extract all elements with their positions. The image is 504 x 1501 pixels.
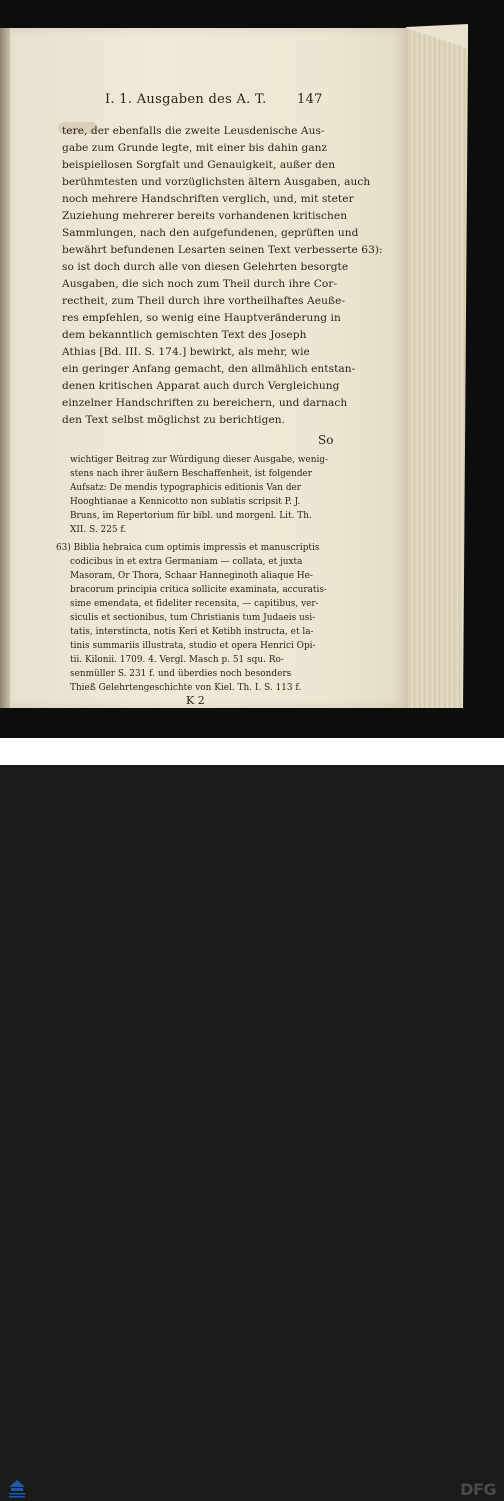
body-line: rectheit, zum Theil durch ihre vortheilhaftes Aeuße-	[62, 295, 346, 307]
footnote-line: sime emendata, et fideliter recensita, — capitibus, ver-	[70, 599, 319, 609]
body-line: beispiellosen Sorgfalt und Genauigkeit, außer den	[62, 159, 336, 171]
body-line: Athias [Bd. III. S. 174.] bewirkt, als mehr, wie	[62, 346, 310, 358]
body-line: gabe zum Grunde legte, mit einer bis dahin ganz	[62, 142, 328, 154]
footnote-line: XII. S. 225 f.	[70, 525, 127, 535]
footnote-line: tinis summariis illustrata, studio et opera Henrici Opi-	[70, 641, 316, 651]
footnote-line: Aufsatz: De mendis typographicis editionis Van der	[70, 483, 302, 493]
footnote-line: Bruns, im Repertorium für bibl. und morgenl. Lit. Th.	[70, 511, 312, 521]
body-line: den Text selbst möglichst zu berichtigen.	[62, 414, 286, 426]
footnote-line: Thieß Gelehrtengeschichte von Kiel. Th. I. S. 113 f.	[70, 683, 302, 693]
book-page	[10, 28, 408, 708]
library-logo-icon	[4, 1478, 30, 1501]
body-line: tere, der ebenfalls die zweite Leusdenische Aus-	[62, 125, 325, 137]
body-line: denen kritischen Apparat auch durch Vergleichung	[62, 380, 340, 392]
dfg-logo: DFG	[460, 1480, 496, 1499]
body-line: dem bekanntlich gemischten Text des Joseph	[62, 329, 307, 341]
footnote-line: stens nach ihrer äußern Beschaffenheit, ist folgender	[70, 469, 313, 479]
footnote-line: codicibus in et extra Germaniam — collata, et juxta	[70, 557, 303, 567]
book-scan	[0, 0, 504, 738]
footnote-line: bracorum principia critica sollicite examinata, accuratis-	[70, 585, 327, 595]
footnote-line: siculis et sectionibus, tum Christianis tum Judaeis usi-	[70, 613, 316, 623]
body-line: noch mehrere Handschriften verglich, und, mit steter	[62, 193, 354, 205]
signature-mark: K 2	[186, 694, 205, 707]
body-line: Zuziehung mehrerer bereits vorhandenen kritischen	[62, 210, 348, 222]
body-line: einzelner Handschriften zu bereichern, und darnach	[62, 397, 348, 409]
footnote-line: wichtiger Beitrag zur Würdigung dieser Ausgabe, wenig-	[70, 455, 329, 465]
body-line: ein geringer Anfang gemacht, den allmählich entstan-	[62, 363, 356, 375]
page-number: 147	[297, 92, 323, 107]
body-line: Ausgaben, die sich noch zum Theil durch ihre Cor-	[62, 278, 338, 290]
left-page-edge	[0, 28, 10, 708]
running-head: I. 1. Ausgaben des A. T.	[105, 92, 267, 107]
footnote-line: Hooghtianae a Kennicotto non sublatis scripsit P. J.	[70, 497, 301, 507]
footnote-line: tatis, interstincta, notis Keri et Ketibh instructa, et la-	[70, 627, 314, 637]
footnote-line: tii. Kilonii. 1709. 4. Vergl. Masch p. 51 squ. Ro-	[70, 655, 284, 665]
footnote-line: Masoram, Or Thora, Schaar Hanneginoth aliaque He-	[70, 571, 313, 581]
page-stack-edge	[406, 28, 468, 708]
body-line: res empfehlen, so wenig eine Hauptveränderung in	[62, 312, 341, 324]
footer-bar	[0, 738, 504, 1499]
body-line: berühmtesten und vorzüglichsten ältern Ausgaben, auch	[62, 176, 371, 188]
footnote-line: 63) Biblia hebraica cum optimis impressis et manuscriptis	[56, 543, 320, 553]
catchword: So	[318, 433, 334, 447]
body-line: Sammlungen, nach den aufgefundenen, geprüften und	[62, 227, 359, 239]
footnote-line: senmüller S. 231 f. und überdies noch besonders	[70, 669, 292, 679]
body-line: so ist doch durch alle von diesen Gelehrten besorgte	[62, 261, 349, 273]
body-line: bewährt befundenen Lesarten seinen Text verbesserte 63):	[62, 244, 383, 256]
